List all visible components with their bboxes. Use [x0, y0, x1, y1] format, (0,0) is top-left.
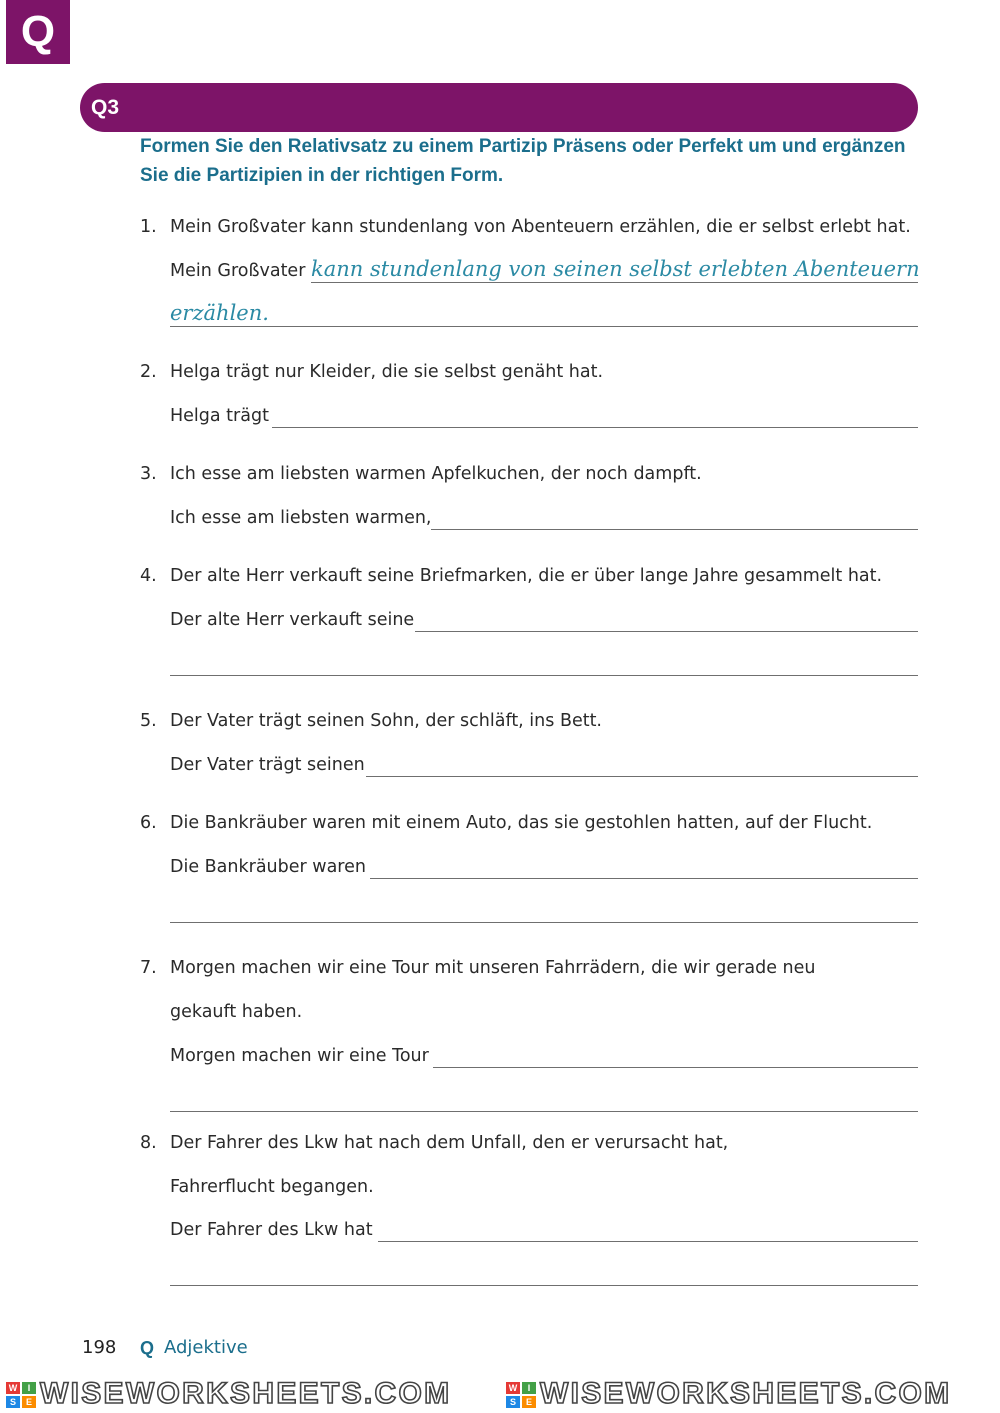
item-prompt: Der Vater trägt seinen Sohn, der schläft, ins Bett. [170, 711, 602, 731]
item-number: 3. [140, 464, 157, 484]
answer-line[interactable] [433, 1067, 918, 1068]
watermark-text: WISEWORKSHEETS.COM [540, 1377, 952, 1410]
item-number: 6. [140, 813, 157, 833]
answer-line[interactable] [170, 922, 918, 923]
item-prompt: Der Fahrer des Lkw hat nach dem Unfall, den er verursacht hat, [170, 1133, 729, 1153]
answer-lead: Ich esse am liebsten warmen, [170, 508, 432, 528]
item-prompt: Die Bankräuber waren mit einem Auto, das sie gestohlen hatten, auf der Flucht. [170, 813, 873, 833]
item-number: 4. [140, 566, 157, 586]
answer-line[interactable] [170, 675, 918, 676]
answer-line[interactable] [170, 1285, 918, 1286]
item-number: 1. [140, 217, 157, 237]
answer-lead: Mein Großvater [170, 261, 306, 281]
watermark-strip [0, 1376, 1000, 1413]
answer-lead: Morgen machen wir eine Tour [170, 1046, 429, 1066]
chapter-title: Adjektive [164, 1337, 248, 1358]
item-prompt-continued: Fahrerflucht begangen. [170, 1177, 374, 1197]
handwritten-answer: erzählen. [170, 301, 269, 325]
answer-lead: Der Fahrer des Lkw hat [170, 1220, 373, 1240]
chapter-letter: Q [140, 1338, 155, 1358]
item-prompt: Der alte Herr verkauft seine Briefmarken, die er über lange Jahre gesammelt hat. [170, 566, 883, 586]
answer-line[interactable] [170, 1111, 918, 1112]
answer-line[interactable] [431, 529, 918, 530]
item-prompt: Morgen machen wir eine Tour mit unseren Fahrrädern, die wir gerade neu [170, 958, 816, 978]
answer-lead: Der Vater trägt seinen [170, 755, 365, 775]
page-number: 198 [82, 1337, 117, 1358]
answer-line[interactable] [378, 1241, 918, 1242]
answer-line[interactable] [370, 878, 918, 879]
answer-lead: Helga trägt [170, 406, 269, 426]
item-prompt: Helga trägt nur Kleider, die sie selbst genäht hat. [170, 362, 604, 382]
handwritten-answer: kann stundenlang von seinen selbst erlebten Abenteuern [311, 257, 920, 281]
answer-line[interactable] [311, 282, 918, 283]
watermark-logo: W I S E [506, 1382, 536, 1408]
answer-line[interactable] [272, 427, 918, 428]
chapter-tab: Q [6, 0, 70, 64]
answer-lead: Die Bankräuber waren [170, 857, 366, 877]
exercise-code: Q3 [91, 96, 120, 119]
item-prompt-continued: gekauft haben. [170, 1002, 303, 1022]
watermark-logo: W I S E [6, 1382, 36, 1408]
item-number: 8. [140, 1133, 157, 1153]
exercise-instruction: Formen Sie den Relativsatz zu einem Partizip Präsens oder Perfekt um und ergänzen Sie die Partizipien in der richtigen Form. [140, 136, 906, 186]
answer-line[interactable] [170, 326, 918, 327]
watermark-text: WISEWORKSHEETS.COM [40, 1377, 452, 1410]
item-number: 7. [140, 958, 157, 978]
answer-lead: Der alte Herr verkauft seine [170, 610, 415, 630]
answer-line[interactable] [415, 631, 918, 632]
item-prompt: Mein Großvater kann stundenlang von Abenteuern erzählen, die er selbst erlebt hat. [170, 217, 911, 237]
exercise-header [80, 83, 918, 132]
item-number: 2. [140, 362, 157, 382]
item-prompt: Ich esse am liebsten warmen Apfelkuchen, der noch dampft. [170, 464, 702, 484]
answer-line[interactable] [366, 776, 918, 777]
item-number: 5. [140, 711, 157, 731]
